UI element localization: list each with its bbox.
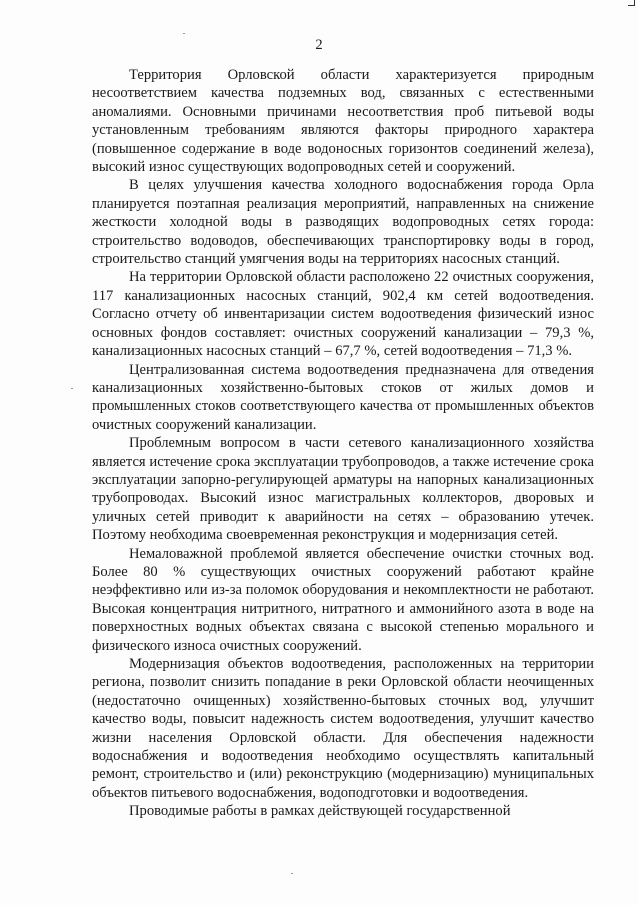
paragraph-network-problems: Проблемным вопросом в части сетевого канализационного хозяйства является истечение срока эксплуатации трубопроводов, а также истечение срока эксплуатации запорно-регулирующей арматуры на напорных канализационных трубопроводах. Высокий износ магистральных коллекторов, дворовых и уличных сетей приводит к аварийности на сетях – образованию утечек. Поэтому необходима своевременная реконструкция и модернизация сетей.	[92, 435, 594, 544]
paragraph-treatment-facilities-stats: На территории Орловской области расположено 22 очистных сооружения, 117 канализационных насосных станций, 902,4 км сетей водоотведения. Согласно отчету об инвентаризации систем водоотведения физический износ основных фондов составляет: очистных сооружений канализации – 79,3 %, канализационных насосных станций – 67,7 %, сетей водоотведения – 71,3 %.	[92, 269, 594, 360]
page-number: 2	[315, 37, 323, 53]
paragraph-wastewater-treatment: Немаловажной проблемой является обеспечение очистки сточных вод. Более 80 % существующих очистных сооружений работают крайне неэффективно или из-за поломок оборудования и некомплектности не работают. Высокая концентрация нитритного, нитратного и аммонийного азота в воде на поверхностных водных объектах связана с высокой степенью морального и физического износа очистных сооружений.	[92, 545, 594, 654]
scan-corner-mark	[628, 0, 635, 6]
scan-speck	[71, 388, 73, 389]
scan-speck	[183, 33, 185, 34]
document-body	[92, 66, 594, 821]
paragraph-modernization: Модернизация объектов водоотведения, расположенных на территории региона, позволит снизить попадание в реки Орловской области неочищенных (недостаточно очищенных) хозяйственно-бытовых сточных вод, улучшит качество воды, повысит надежность систем водоотведения, улучшит качество жизни населения Орловской области. Для обеспечения надежности водоснабжения и водоотведения необходимо осуществлять капитальный ремонт, строительство и (или) реконструкцию (модернизацию) муниципальных объектов питьевого водоснабжения, водоподготовки и водоотведения.	[92, 656, 594, 801]
paragraph-ongoing-work: Проводимые работы в рамках действующей государственной	[129, 803, 511, 820]
paragraph-centralized-system: Централизованная система водоотведения предназначена для отведения канализационных хозяйственно-бытовых стоков от жилых домов и промышленных стоков соответствующего качества от промышленных объектов очистных сооружений канализации.	[92, 361, 594, 433]
paragraph-orel-water-supply: В целях улучшения качества холодного водоснабжения города Орла планируется поэтапная реализация мероприятий, направленных на снижение жесткости холодной воды в разводящих водопроводных сетях города: строительство водоводов, обеспечивающих транспортировку воды в город, строительство станций умягчения воды на территориях насосных станций.	[92, 177, 594, 268]
paragraph-groundwater-quality: Территория Орловской области характеризуется природным несоответствием качества подземных вод, связанных с естественными аномалиями. Основными причинами несоответствия проб питьевой воды установленным требованиям являются факторы природного характера (повышенное содержание в воде водоносных горизонтов соединений железа), высокий износ существующих водопроводных сетей и сооружений.	[92, 67, 594, 176]
scan-speck	[291, 873, 293, 874]
